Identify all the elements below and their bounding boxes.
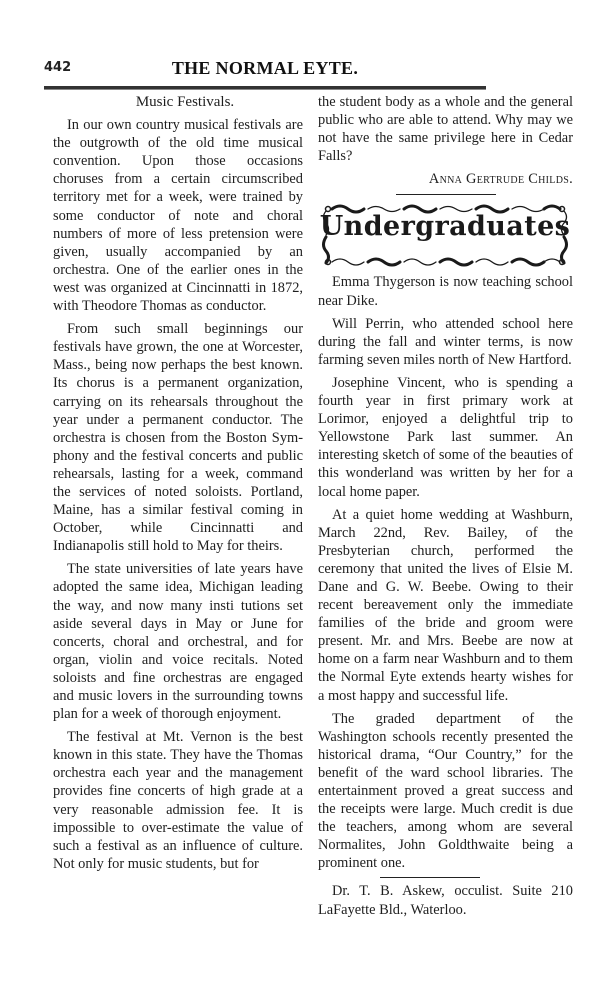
- news-item: Josephine Vincent, who is spending a fourth year in first primary work at Lorimor, enjoyed a delightful trip to Yellowstone Park last summer. An interesting sketch of some of the beauties of this wonderland was written by her for a local home paper.: [318, 374, 573, 500]
- section-divider: [380, 877, 480, 878]
- header-rule: [44, 86, 486, 90]
- masthead-title: THE NORMAL EYTE.: [171, 58, 359, 78]
- news-item: The graded department of the Washington schools recently presented the historical drama, “Our Country,” for the benefit of the ward school libraries. The entertainment proved a great success and the receipts were large. Much credit is due the teachers, among whom are several Normalites, John Goldthwaite being a prominent one.: [318, 710, 573, 872]
- right-column: [318, 93, 573, 924]
- article-paragraph: The festival at Mt. Vernon is the best known in this state. They have the Thomas orchestra each year and the management provides fine concerts of high grade at a very reasonable admission fee. It is impossible to over-estimate the value of such a festival as an influence of culture. Not only for music students, but for: [53, 729, 303, 872]
- article-paragraph: In our own country musical festivals are the outgrowth of the old time musical convention. Upon those occasions choruses from a certain circumscribed territory met for a week, were trained by some conductor of note and choral numbers of more of less pretension were given, usually accompanied by an orchestra. One of the earlier ones in the west was organized at Cincinnatti in 1872, with Theodore Thomas as conductor.: [53, 117, 303, 315]
- article-paragraph: The state universities of late years have adopted the same idea, Michigan leading the way, and now many insti tutions set aside several days in May or June for concerts, choral and orchestral, and for organ, violin and voice recitals. Noted soloists and fine orchestras are engaged and music lovers in the surrounding towns plan for a week of thorough enjoyment.: [53, 561, 303, 723]
- author-signature: Anna Gertrude Childs.: [428, 171, 573, 188]
- advertisement: Dr. T. B. Askew, occulist. Suite 210 LaFayette Bld., Waterloo.: [318, 883, 573, 918]
- article-continuation: the student body as a whole and the general public who are able to attend. Why may we not have the same privilege here in Cedar Falls?: [318, 94, 573, 165]
- article-paragraph: From such small beginnings our festivals have grown, the one at Worcester, Mass., being now perhaps the best known. Its chorus is a permanent organization, carrying on its rehearsals throughout the year under a permanent conductor. The orchestra is chosen from the Boston Symphony and the festival concerts and public rehearsals, lasting for a week, command the services of noted soloists. Portland, Maine, has a similar festival coming in October, while Cincinnatti and Indianapolis still hold to May for theirs.: [53, 321, 303, 555]
- left-column: [53, 93, 303, 878]
- page-header: [44, 58, 486, 80]
- page-number: 442: [44, 60, 72, 75]
- news-item: Will Perrin, who attended school here during the fall and winter terms, is now farming seven miles north of New Hartford.: [318, 315, 573, 368]
- article-title: Music Festivals.: [135, 94, 235, 110]
- news-item: Emma Thygerson is now teaching school near Dike.: [318, 274, 573, 309]
- news-item: At a quiet home wedding at Washburn, March 22nd, Rev. Bailey, of the Presbyterian church, performed the ceremony that united the lives of Elsie M. Dane and G. W. Beebe. Owing to their recent bereavement only the immediate families of the bride and groom were present. Mr. and Mrs. Beebe are now at home on a farm near Washburn and to them the Normal Eyte extends hearty wishes for a most happy and successful life.: [318, 506, 573, 704]
- section-banner: [318, 201, 572, 269]
- section-title: Undergraduates: [319, 211, 571, 243]
- section-divider: [396, 194, 496, 195]
